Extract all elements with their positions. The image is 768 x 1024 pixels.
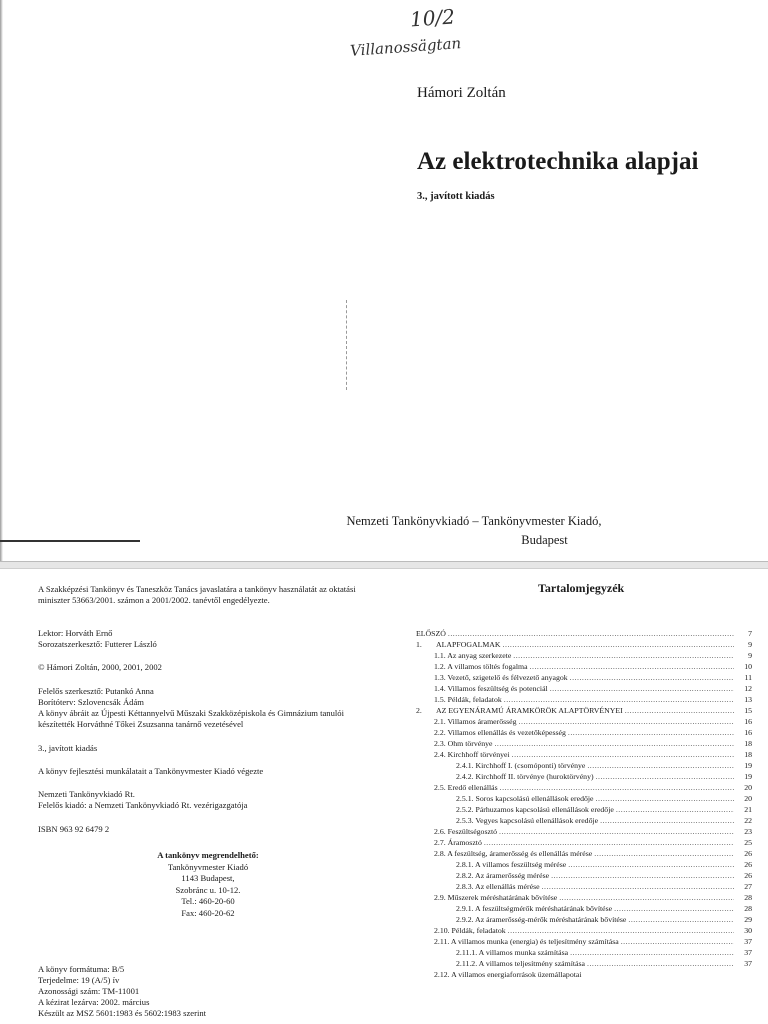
development-line: A könyv fejlesztési munkálatait a Tankönyvmester Kiadó végezte <box>38 766 264 776</box>
toc-entry-label: 2.5. Eredő ellenállás <box>434 783 498 792</box>
toc-page-number: 9 <box>748 640 752 649</box>
toc-entry <box>416 870 752 881</box>
toc-entry-label: ALAPFOGALMAK <box>436 640 501 649</box>
drawings-line: A könyv ábráit az Újpesti Kéttannyelvű Műszaki Szakközépiskola és Gimnázium tanulói készítették Horváthné Tőkei Zsuzsanna tanárnő vezetésével <box>38 708 344 729</box>
handwritten-number: 10/2 <box>409 4 456 32</box>
toc-entry-label: 2.8.1. A villamos feszültség mérése <box>456 860 567 869</box>
toc-entry-label: 2.8.3. Az ellenállás mérése <box>456 882 540 891</box>
toc-page-number: 25 <box>744 838 752 847</box>
toc-page-number: 19 <box>744 772 752 781</box>
toc-entry <box>416 936 752 947</box>
toc-entry-label: 2.1. Villamos áramerősség <box>434 717 517 726</box>
toc-entry <box>416 683 752 694</box>
toc-entry-label: 2.11.2. A villamos teljesítmény számítása <box>456 959 585 968</box>
toc-leader-dots <box>500 782 734 793</box>
toc-entry <box>416 716 752 727</box>
toc-entry-label: 2.2. Villamos ellenállás és vezetőképesség <box>434 728 566 737</box>
size-line: Terjedelme: 19 (A/5) ív <box>38 975 120 985</box>
toc-entry-label: 2.9.2. Az áramerősség-mérők méréshatárának bővítése <box>456 915 627 924</box>
toc-entry <box>416 881 752 892</box>
toc-entry <box>416 826 752 837</box>
order-info <box>60 850 356 919</box>
page-edge-shadow <box>0 0 3 562</box>
toc-page-number: 26 <box>744 860 752 869</box>
publisher-head-line: Felelős kiadó: a Nemzeti Tankönyvkiadó Rt. vezérigazgatója <box>38 800 248 810</box>
toc-leader-dots <box>594 848 734 859</box>
toc-entry <box>416 903 752 914</box>
toc-chapter-number: 2. <box>416 706 422 715</box>
toc-entry-label: 2.4.2. Kirchhoff II. törvénye (huroktörvény) <box>456 772 594 781</box>
toc-leader-dots <box>503 639 734 650</box>
toc-entry <box>416 793 752 804</box>
toc-page-number: 20 <box>744 783 752 792</box>
toc-entry <box>416 749 752 760</box>
toc-page-number: 26 <box>744 871 752 880</box>
imprint-toc-page <box>0 566 768 1024</box>
toc-page-number: 21 <box>744 805 752 814</box>
copyright-line: © Hámori Zoltán, 2000, 2001, 2002 <box>38 662 162 672</box>
toc-leader-dots <box>570 672 734 683</box>
toc-entry <box>416 694 752 705</box>
toc-page-number: 12 <box>744 684 752 693</box>
toc-leader-dots <box>614 903 734 914</box>
toc-entry-label: 2.8.2. Az áramerősség mérése <box>456 871 550 880</box>
toc-page-number: 22 <box>744 816 752 825</box>
toc-leader-dots <box>559 892 734 903</box>
toc-entry <box>416 914 752 925</box>
handwritten-note: Villanossägtan <box>349 34 462 60</box>
toc-chapter-number: 1. <box>416 640 422 649</box>
toc-entry-label: 1.1. Az anyag szerkezete <box>434 651 512 660</box>
toc-page-number: 7 <box>748 629 752 638</box>
toc-leader-dots <box>508 925 734 936</box>
publisher-city: Budapest <box>521 533 568 547</box>
toc-leader-dots <box>550 683 734 694</box>
toc-leader-dots <box>551 870 734 881</box>
closed-line: A kézirat lezárva: 2002. március <box>38 997 150 1007</box>
toc-page-number: 9 <box>748 651 752 660</box>
toc-entry-label: 2.7. Áramosztó <box>434 838 482 847</box>
toc-leader-dots <box>542 881 734 892</box>
toc-leader-dots <box>616 804 734 815</box>
toc-leader-dots <box>587 958 734 969</box>
id-line: Azonossági szám: TM-11001 <box>38 986 140 996</box>
toc-page-number: 37 <box>744 959 752 968</box>
toc-leader-dots <box>499 826 734 837</box>
order-heading: A tankönyv megrendelhető: <box>157 850 259 860</box>
toc-page-number: 13 <box>744 695 752 704</box>
toc-entry-label: 2.4.1. Kirchhoff I. (csomóponti) törvénye <box>456 761 586 770</box>
toc-page-number: 20 <box>744 794 752 803</box>
toc-entry <box>416 628 752 639</box>
table-of-contents <box>416 628 752 980</box>
toc-leader-dots <box>504 694 734 705</box>
toc-entry-label: 1.5. Példák, feladatok <box>434 695 502 704</box>
toc-entry <box>416 947 752 958</box>
standard-line: Készült az MSZ 5601:1983 és 5602:1983 szerint <box>38 1008 207 1018</box>
order-line: Tankönyvmester Kiadó <box>167 861 249 872</box>
toc-entry-label: 2.9.1. A feszültségmérők méréshatárának bővítése <box>456 904 613 913</box>
toc-leader-dots <box>570 947 734 958</box>
toc-entry <box>416 738 752 749</box>
toc-leader-dots <box>519 716 734 727</box>
toc-page-number: 11 <box>744 673 752 682</box>
toc-entry-label: 2.9. Műszerek méréshatárának bővítése <box>434 893 558 902</box>
toc-entry <box>416 760 752 771</box>
toc-leader-dots <box>484 837 734 848</box>
order-line: Szobránc u. 10-12. <box>175 884 241 895</box>
toc-entry <box>416 639 752 650</box>
toc-page-number: 19 <box>744 761 752 770</box>
toc-page-number: 10 <box>744 662 752 671</box>
toc-page-number: 15 <box>744 706 752 715</box>
fold-mark <box>346 300 348 390</box>
toc-entry-label: ELŐSZÓ <box>416 629 446 638</box>
toc-entry <box>416 815 752 826</box>
toc-page-number: 18 <box>744 750 752 759</box>
toc-page-number: 28 <box>744 904 752 913</box>
toc-entry <box>416 650 752 661</box>
toc-entry <box>416 925 752 936</box>
isbn-line: ISBN 963 92 6479 2 <box>38 824 110 834</box>
toc-entry <box>416 892 752 903</box>
order-line: Fax: 460-20-62 <box>181 907 235 918</box>
toc-leader-dots <box>530 661 734 672</box>
toc-entry-label: 2.11.1. A villamos munka számítása <box>456 948 569 957</box>
toc-entry-label: 1.2. A villamos töltés fogalma <box>434 662 528 671</box>
toc-page-number: 26 <box>744 849 752 858</box>
toc-leader-dots <box>513 650 734 661</box>
toc-page-number: 28 <box>744 893 752 902</box>
toc-leader-dots <box>628 914 734 925</box>
toc-page-number: 16 <box>744 717 752 726</box>
publisher-line: Nemzeti Tankönyvkiadó Rt. <box>38 789 135 799</box>
format-line: A könyv formátuma: B/5 <box>38 964 125 974</box>
toc-entry <box>416 782 752 793</box>
toc-entry-label: 2.10. Példák, feladatok <box>434 926 506 935</box>
toc-leader-dots <box>494 738 734 749</box>
edition-label: 3., javított kiadás <box>417 191 495 202</box>
toc-leader-dots <box>512 749 734 760</box>
toc-entry <box>416 969 752 980</box>
toc-entry-label: 2.3. Ohm törvénye <box>434 739 493 748</box>
toc-page-number: 23 <box>744 827 752 836</box>
order-line: 1143 Budapest, <box>181 873 235 883</box>
toc-entry <box>416 672 752 683</box>
series-editor-line: Sorozatszerkesztő: Futterer László <box>38 639 157 649</box>
edition-line: 3., javított kiadás <box>38 743 98 753</box>
toc-page-number: 37 <box>744 948 752 957</box>
publisher-name: Nemzeti Tankönyvkiadó – Tankönyvmester Kiadó, <box>346 514 602 528</box>
toc-leader-dots <box>568 859 734 870</box>
toc-entry <box>416 859 752 870</box>
order-line: Tel.: 460-20-60 <box>181 896 235 906</box>
toc-entry <box>416 661 752 672</box>
toc-leader-dots <box>448 628 734 639</box>
toc-leader-dots <box>596 793 735 804</box>
toc-leader-dots <box>600 815 734 826</box>
toc-page-number: 30 <box>744 926 752 935</box>
lektor-line: Lektor: Horváth Ernő <box>38 628 113 638</box>
toc-entry-label: 1.4. Villamos feszültség és potenciál <box>434 684 548 693</box>
toc-entry-label: 2.6. Feszültségosztó <box>434 827 498 836</box>
toc-leader-dots <box>587 760 734 771</box>
author-name: Hámori Zoltán <box>417 85 506 101</box>
toc-entry <box>416 804 752 815</box>
toc-entry <box>416 771 752 782</box>
toc-leader-dots <box>568 727 734 738</box>
toc-entry-label: 2.4. Kirchhoff törvényei <box>434 750 510 759</box>
book-title: Az elektrotechnika alapjai <box>417 148 699 175</box>
toc-entry-label: 2.5.2. Párhuzamos kapcsolású ellenállások eredője <box>456 805 614 814</box>
editor-line: Felelős szerkesztő: Putankó Anna <box>38 686 154 696</box>
toc-entry-label: AZ EGYENÁRAMÚ ÁRAMKÖRÖK ALAPTÖRVÉNYEI <box>436 706 623 715</box>
toc-entry-label: 2.5.3. Vegyes kapcsolású ellenállások eredője <box>456 816 599 825</box>
scan-edge-line <box>0 540 140 542</box>
toc-entry <box>416 837 752 848</box>
toc-entry <box>416 958 752 969</box>
toc-page-number: 18 <box>744 739 752 748</box>
toc-entry-label: 2.8. A feszültség, áramerősség és ellenállás mérése <box>434 849 593 858</box>
toc-leader-dots <box>596 771 734 782</box>
toc-page-number: 16 <box>744 728 752 737</box>
approval-text: A Szakképzési Tankönyv és Taneszköz Tanács javaslatára a tankönyv használatát az oktatási miniszter 53663/2001. számon a 2001/2002. tanévtől engedélyezte. <box>38 584 356 605</box>
toc-page-number: 27 <box>744 882 752 891</box>
toc-entry <box>416 727 752 738</box>
toc-leader-dots <box>621 936 734 947</box>
toc-entry-label: 2.12. A villamos energiaforrások üzemállapotai <box>434 970 582 979</box>
toc-entry-label: 1.3. Vezető, szigetelő és félvezető anyagok <box>434 673 568 682</box>
toc-page-number: 37 <box>744 937 752 946</box>
cover-design-line: Borítóterv: Szlovencsák Ádám <box>38 697 144 707</box>
toc-leader-dots <box>625 705 734 716</box>
toc-entry-label: 2.5.1. Soros kapcsolású ellenállások eredője <box>456 794 594 803</box>
toc-entry-label: 2.11. A villamos munka (energia) és teljesítmény számítása <box>434 937 619 946</box>
toc-title: Tartalomjegyzék <box>538 581 625 595</box>
toc-entry <box>416 705 752 716</box>
toc-page-number: 29 <box>744 915 752 924</box>
toc-entry <box>416 848 752 859</box>
